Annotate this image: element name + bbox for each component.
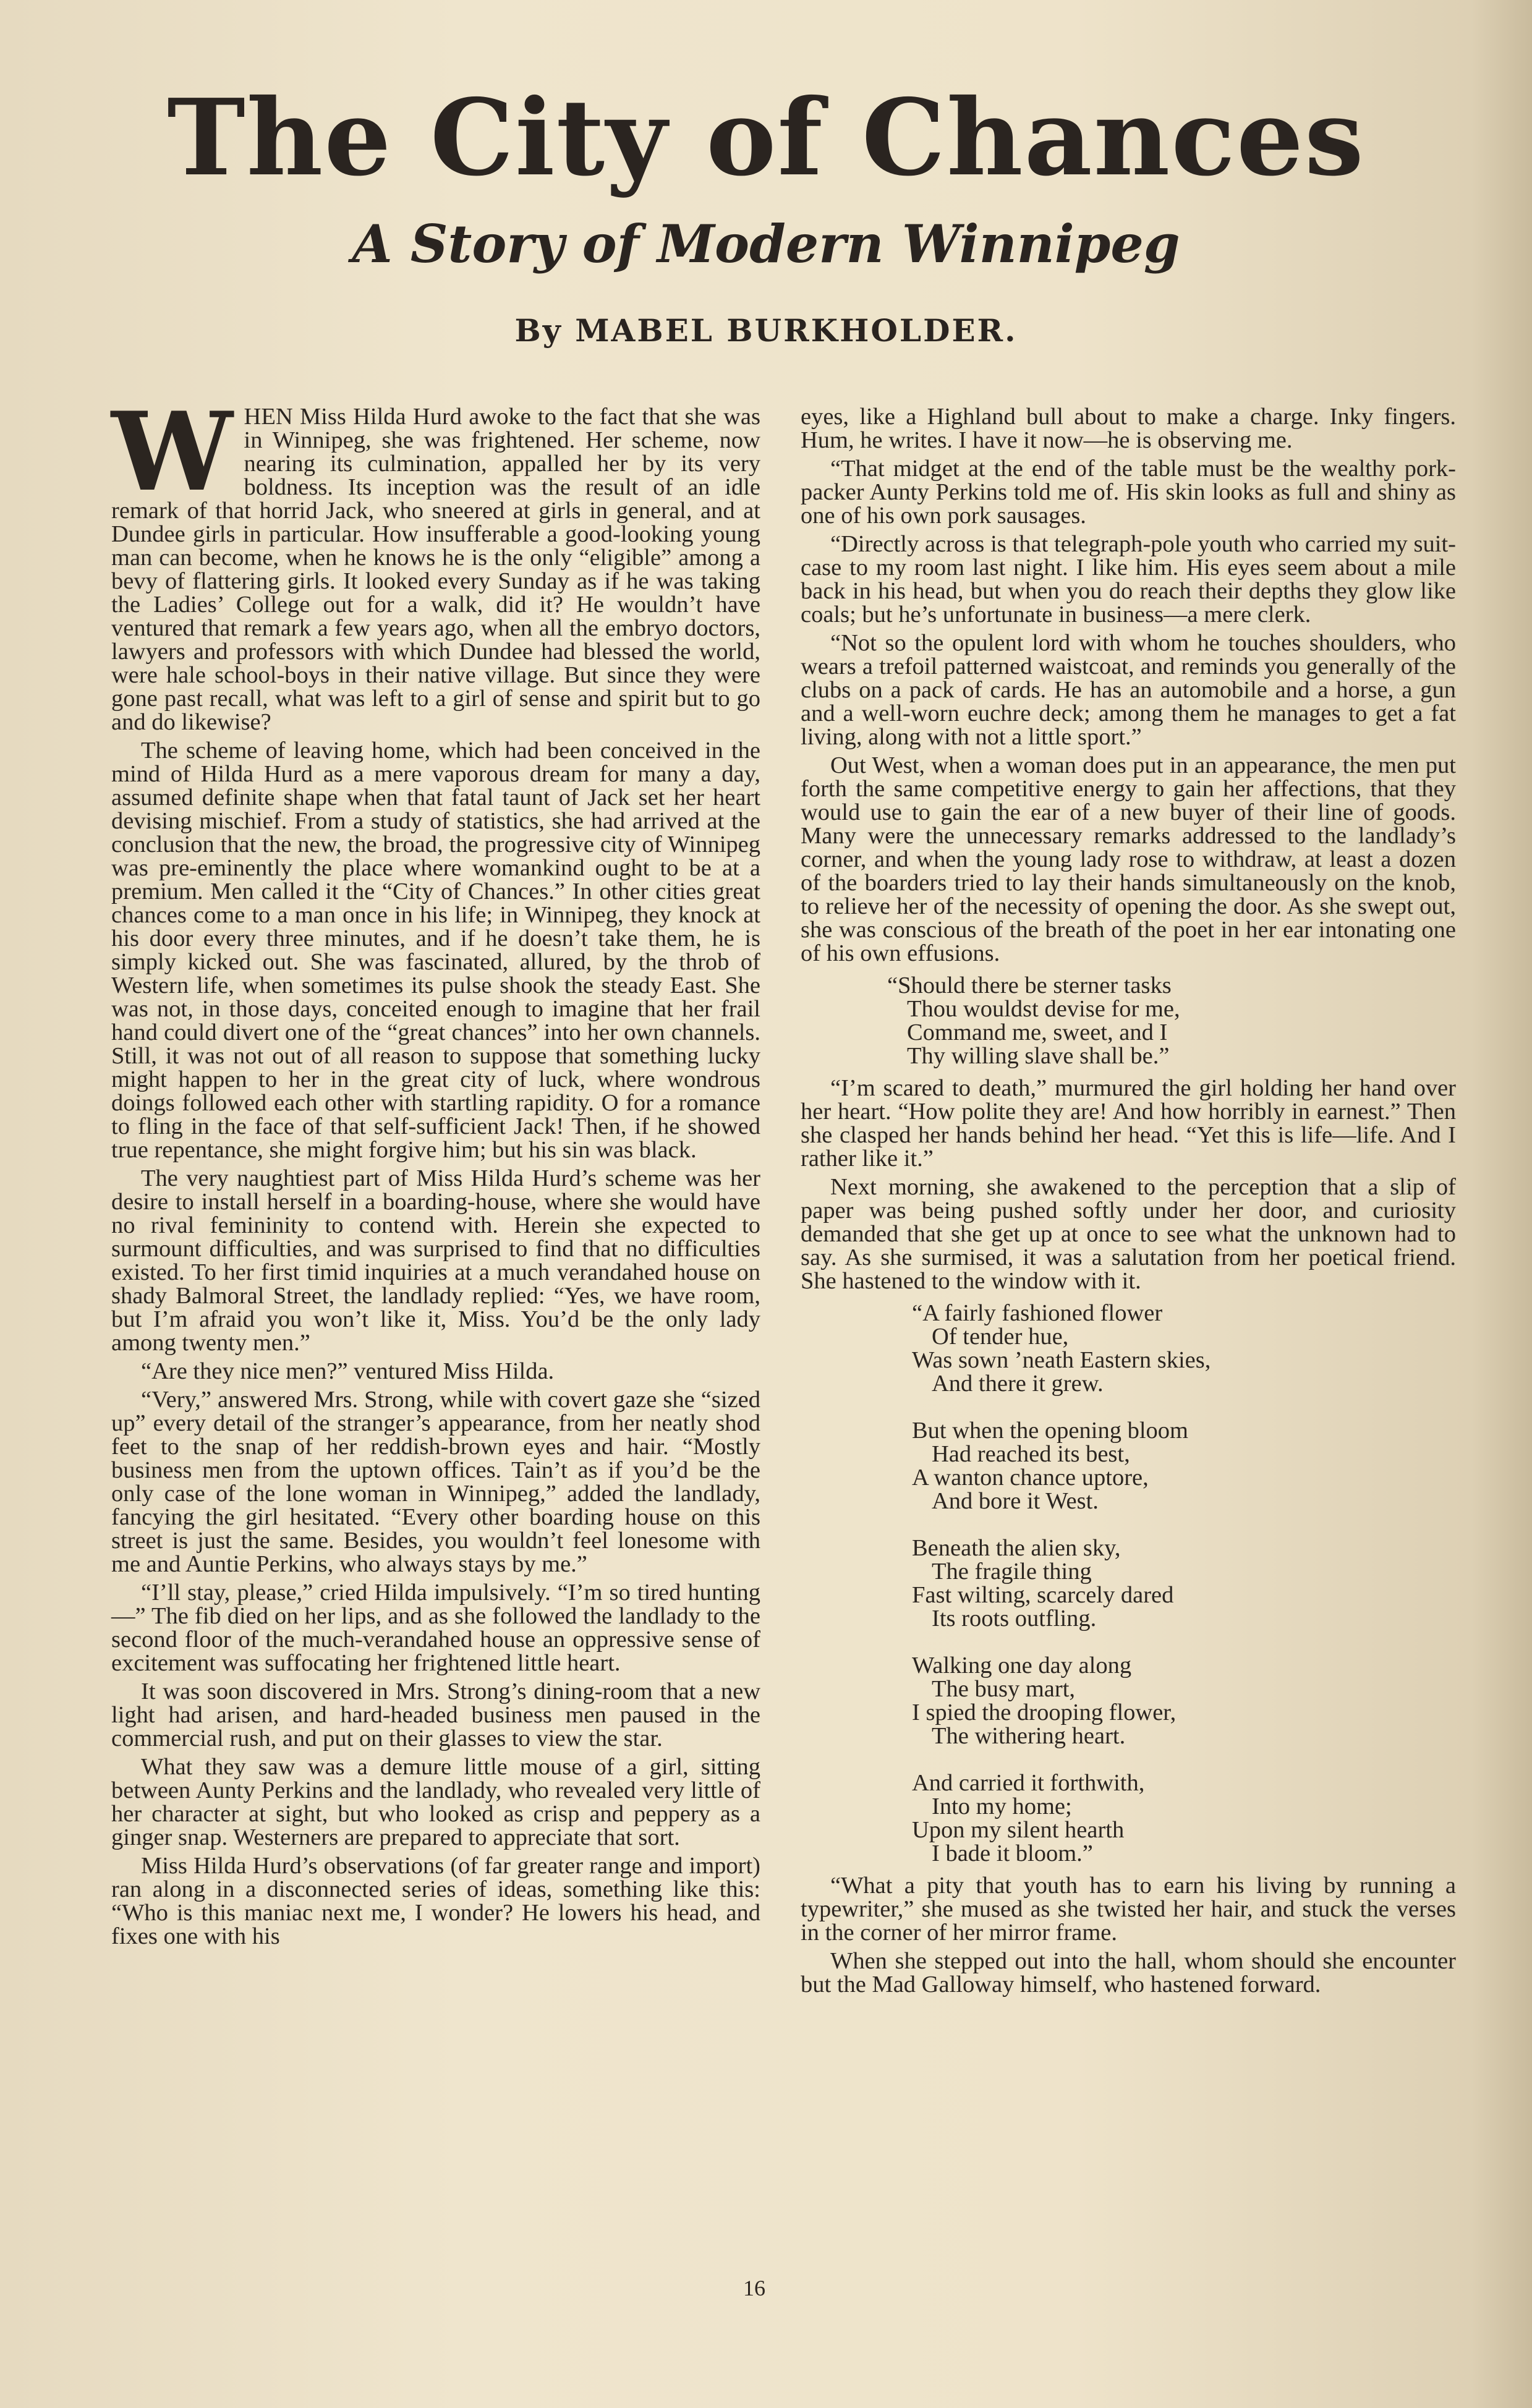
poem-line: The fragile thing [932,1559,1092,1585]
paragraph: eyes, like a Highland bull about to make a charge. Inky fingers. Hum, he writes. I have it now—he is observing me. [801,404,1456,453]
poem-line: Of tender hue, [932,1324,1069,1350]
poem-line: Upon my silent hearth [912,1817,1125,1843]
paragraph: Miss Hilda Hurd’s observations (of far greater range and import) ran along in a disconnected series of ideas, something like this: “Who is this maniac next me, I wonder? He lowers his head, and fixes one with his [111,1853,760,1949]
poem-verses [912,1301,1456,1865]
poem-line: The busy mart, [932,1676,1076,1702]
poem-line: Was sown ’neath Eastern skies, [912,1347,1211,1373]
paragraph: “Directly across is that telegraph-pole youth who carried my suit-case to my room last night. I like him. His eyes seem about a mile back in his head, but when you do reach their depths they glow like coals; but he’s unfortunate in business—a mere clerk. [801,531,1456,628]
poem-line: The withering heart. [932,1723,1126,1749]
article-title: The City of Chances [167,76,1365,200]
poem-line: Into my home; [932,1793,1072,1819]
poem-line: And carried it forthwith, [912,1770,1145,1796]
paragraph: Next morning, she awakened to the perception that a slip of paper was being pushed softly under her door, and curiosity demanded that she get up at once to see what the unknown had to say. As she surmised, it was a salutation from her poetical friend. She hastened to the window with it. [801,1174,1456,1294]
poem-line: And there it grew. [932,1371,1104,1397]
poem-line: “A fairly fashioned flower [912,1300,1163,1326]
paragraph: Out West, when a woman does put in an appearance, the men put forth the same competitive energy to gain her affections, that they would use to gain the ear of a new buyer of their line of goods. Many were the unnecessary remarks addressed to the landlady’s corner, and when the young lady rose to withdraw, at least a dozen of the boarders tried to lay their hands simultaneously on the knob, to relieve her of the necessity of opening the door. As she swept out, she was conscious of the breath of the poet in her ear intonating one of his own effusions. [801,752,1456,966]
poem-stanza [912,1301,1456,1395]
poem-stanza [887,974,1456,1068]
poem-quote [887,974,1456,1068]
poem-line: I spied the drooping flower, [912,1700,1177,1725]
paragraph: “Not so the opulent lord with whom he touches shoulders, who wears a trefoil patterned waistcoat, and reminds you generally of the clubs on a pack of cards. He has an automobile and a horse, a gun and a well-worn euchre deck; among them he manages to get a fat living, along with not a little sport.” [801,630,1456,750]
paragraph [111,389,760,735]
poem-line: I bade it bloom.” [932,1840,1093,1866]
paragraph: It was soon discovered in Mrs. Strong’s dining-room that a new light had arisen, and hard-headed business men paused in the commercial rush, and put on their glasses to view the star. [111,1678,760,1751]
poem-line: Beneath the alien sky, [912,1535,1121,1561]
drop-cap: W [111,389,233,516]
poem-line: Thou wouldst devise for me, [907,996,1180,1022]
paragraph: The very naughtiest part of Miss Hilda Hurd’s scheme was her desire to install herself in a boarding-house, where she would have no rival femininity to contend with. Herein she expected to surmount difficulties, and was surprised to find that no difficulties existed. To her first timid inquiries at a much verandahed house on shady Balmoral Street, the landlady replied: “Yes, we have room, but I’m afraid you won’t like it, Miss. You’d be the only lady among twenty men.” [111,1165,760,1356]
poem-line: Thy willing slave shall be.” [907,1043,1170,1069]
poem-line: A wanton chance uptore, [912,1465,1149,1491]
poem-line: Had reached its best, [932,1441,1130,1467]
paragraph: “Very,” answered Mrs. Strong, while with covert gaze she “sized up” every detail of the stranger’s appearance, from her neatly shod feet to the snap of her reddish-brown eyes and hair. “Mostly business men from the uptown offices. Tain’t as if you’d be the only case of the lone woman in Winnipeg,” added the landlady, fancying the girl hesitated. “Every other boarding house on this street is just the same. Besides, you wouldn’t feel lonesome with me and Auntie Perkins, who always stays by me.” [111,1387,760,1577]
poem-stanza [912,1771,1456,1865]
poem-line: But when the opening bloom [912,1418,1188,1444]
page-number: 16 [743,2276,765,2300]
right-column [801,405,1456,2001]
poem-line: Command me, sweet, and I [907,1019,1168,1045]
paragraph: When she stepped out into the hall, whom should she encounter but the Mad Galloway himself, who hastened forward. [801,1948,1456,1997]
paragraph: “I’ll stay, please,” cried Hilda impulsively. “I’m so tired hunting—” The fib died on her lips, and as she followed the landlady to the second floor of the much-verandahed house an oppressive sense of excitement was suffocating her frightened little heart. [111,1580,760,1676]
paragraph: The scheme of leaving home, which had been conceived in the mind of Hilda Hurd as a mere vaporous dream for many a day, assumed definite shape when that fatal taunt of Jack set her heart devising mischief. From a study of statistics, she had arrived at the conclusion that the new, the broad, the progressive city of Winnipeg was pre-eminently the place where womankind ought to be at a premium. Men called it the “City of Chances.” In other cities great chances come to a man once in his life; in Winnipeg, they knock at his door every three minutes, and if he doesn’t take them, he is simply kicked out. She was fascinated, allured, by the throb of Western life, when sometimes its pulse shook the steady East. She was not, in those days, conceited enough to imagine that her frail hand could divert one of the “great chances” into her own channels. Still, it was not out of all reason to suppose that something lucky might happen to her in the great city of luck, where wondrous doings followed each other with startling rapidity. O for a romance to fling in the face of that self-sufficient Jack! Then, if he showed true repentance, she might forgive him; but his sin was black. [111,738,760,1163]
paragraph: “What a pity that youth has to earn his living by running a typewriter,” she mused as she twisted her hair, and stuck the verses in the corner of her mirror frame. [801,1873,1456,1946]
poem-stanza [912,1419,1456,1513]
article-byline: By MABEL BURKHOLDER. [514,312,1018,349]
poem-line: “Should there be sterner tasks [887,972,1172,998]
poem-line: Its roots outfling. [932,1606,1097,1632]
paragraph: What they saw was a demure little mouse of a girl, sitting between Aunty Perkins and the landlady, who revealed very little of her character at sight, but who looked as crisp and peppery as a ginger snap. Westerners are prepared to appreciate that sort. [111,1754,760,1850]
paragraph: “Are they nice men?” ventured Miss Hilda. [141,1358,555,1384]
paragraph: “I’m scared to death,” murmured the girl holding her hand over her heart. “How polite they are! And how horribly in earnest.” Then she clasped her hands behind her head. “Yet this is life—life. And I rather like it.” [801,1075,1456,1172]
poem-stanza [912,1536,1456,1630]
paragraph-text: HEN Miss Hilda Hurd awoke to the fact that she was in Winnipeg, she was frightened. Her scheme, now nearing its culmination, appalled her by its very boldness. Its inception was the result of an idle remark of that horrid Jack, who sneered at girls in general, and at Dundee girls in particular. How insufferable a good-looking young man can become, when he knows he is the only “eligible” among a bevy of flattering girls. It looked every Sunday as if he was taking the Ladies’ College out for a walk, did it? He wouldn’t have ventured that remark a few years ago, when all the embryo doctors, lawyers and professors with which Dundee had blessed the world, were hale school-boys in their native village. But since they were gone past recall, what was left to a girl of sense and spirit but to go and do likewise? [111,404,760,735]
left-column [111,389,760,1953]
article-subtitle: A Story of Modern Winnipeg [352,213,1180,274]
poem-line: Fast wilting, scarcely dared [912,1582,1174,1608]
poem-line: Walking one day along [912,1653,1132,1678]
paragraph: “That midget at the end of the table must be the wealthy pork-packer Aunty Perkins told me of. His skin looks as full and shiny as one of his own pork sausages. [801,456,1456,529]
poem-line: And bore it West. [932,1488,1099,1514]
poem-stanza [912,1654,1456,1748]
